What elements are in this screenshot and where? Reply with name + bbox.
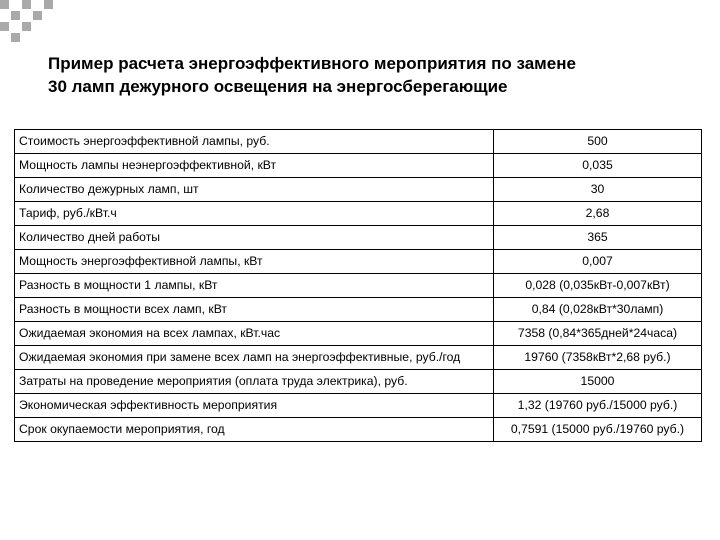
table-row: [15, 274, 702, 298]
table-row: [15, 418, 702, 442]
row-label: Срок окупаемости мероприятия, год: [15, 418, 494, 442]
row-value: 30: [494, 178, 702, 202]
title-line-2: 30 ламп дежурного освещения на энергосберегающие: [48, 77, 508, 96]
table-row: [15, 370, 702, 394]
row-value: 7358 (0,84*365дней*24часа): [494, 322, 702, 346]
slide-title: [48, 52, 698, 98]
calculation-table: [14, 129, 702, 442]
row-label: Разность в мощности 1 лампы, кВт: [15, 274, 494, 298]
row-label: Затраты на проведение мероприятия (оплата труда электрика), руб.: [15, 370, 494, 394]
row-label: Экономическая эффективность мероприятия: [15, 394, 494, 418]
table-row: [15, 298, 702, 322]
table-row: [15, 154, 702, 178]
table-row: [15, 226, 702, 250]
row-label: Ожидаемая экономия при замене всех ламп на энергоэффективные, руб./год: [15, 346, 494, 370]
row-value: 15000: [494, 370, 702, 394]
row-value: 2,68: [494, 202, 702, 226]
row-label: Количество дежурных ламп, шт: [15, 178, 494, 202]
row-label: Разность в мощности всех ламп, кВт: [15, 298, 494, 322]
row-label: Количество дней работы: [15, 226, 494, 250]
row-value: 365: [494, 226, 702, 250]
table-row: [15, 250, 702, 274]
row-value: 0,84 (0,028кВт*30ламп): [494, 298, 702, 322]
table-row: [15, 346, 702, 370]
row-value: 0,035: [494, 154, 702, 178]
table-row: [15, 322, 702, 346]
table-row: [15, 130, 702, 154]
row-value: 500: [494, 130, 702, 154]
row-label: Стоимость энергоэффективной лампы, руб.: [15, 130, 494, 154]
row-value: 19760 (7358кВт*2,68 руб.): [494, 346, 702, 370]
table-row: [15, 394, 702, 418]
row-value: 0,007: [494, 250, 702, 274]
table-row: [15, 178, 702, 202]
row-label: Тариф, руб./кВт.ч: [15, 202, 494, 226]
row-value: 0,028 (0,035кВт-0,007кВт): [494, 274, 702, 298]
row-label: Ожидаемая экономия на всех лампах, кВт.час: [15, 322, 494, 346]
corner-decoration: [0, 0, 60, 40]
row-label: Мощность лампы неэнергоэффективной, кВт: [15, 154, 494, 178]
row-label: Мощность энергоэффективной лампы, кВт: [15, 250, 494, 274]
table-row: [15, 202, 702, 226]
row-value: 0,7591 (15000 руб./19760 руб.): [494, 418, 702, 442]
title-line-1: Пример расчета энергоэффективного мероприятия по замене: [48, 54, 576, 73]
row-value: 1,32 (19760 руб./15000 руб.): [494, 394, 702, 418]
